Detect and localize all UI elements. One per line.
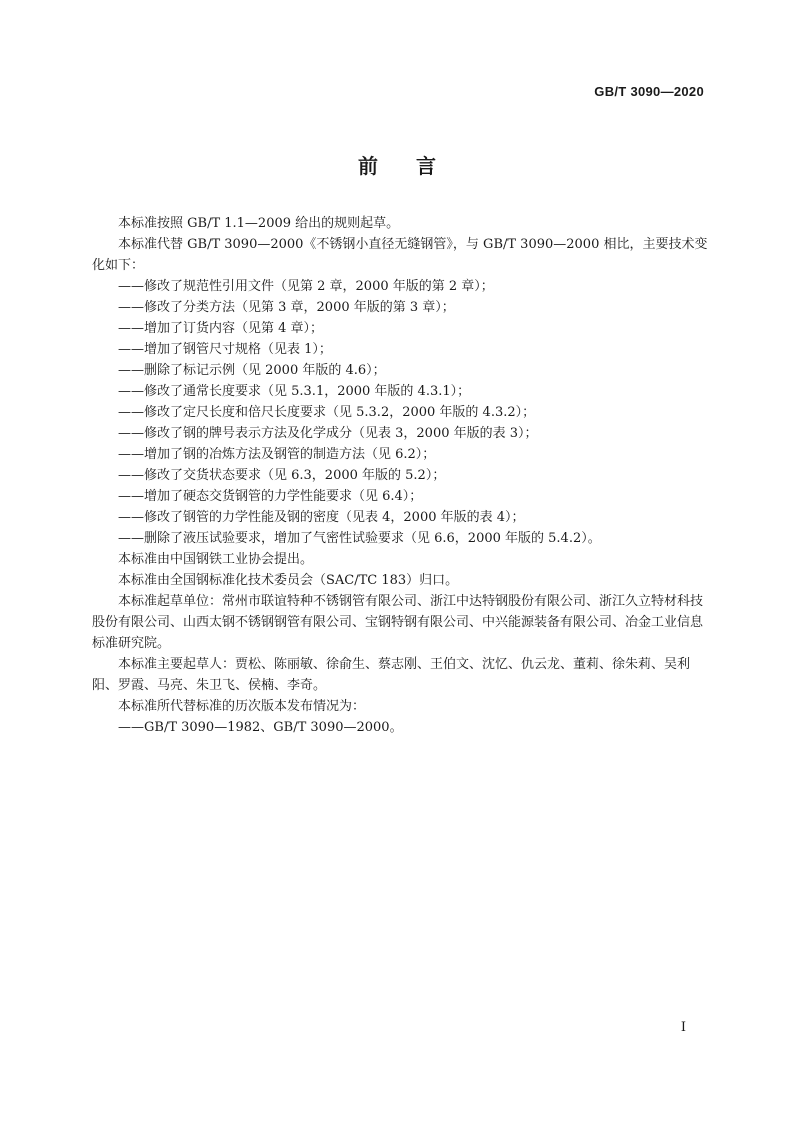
change-item: ——修改了钢管的力学性能及钢的密度（见表 4，2000 年版的表 4）；	[118, 510, 525, 525]
change-item: ——增加了订货内容（见第 4 章）；	[118, 321, 324, 336]
foreword-body	[92, 213, 712, 738]
standard-code: GB/T 3090—2020	[594, 84, 704, 99]
history-intro-paragraph: 本标准所代替标准的历次版本发布情况为：	[118, 699, 366, 714]
change-item: ——删除了液压试验要求，增加了气密性试验要求（见 6.6，2000 年版的 5.4.2）。	[118, 531, 601, 546]
proposer-paragraph: 本标准由中国钢铁工业协会提出。	[118, 552, 314, 567]
change-item: ——删除了标记示例（见 2000 年版的 4.6）；	[118, 363, 386, 378]
drafting-rules-paragraph: 本标准按照 GB/T 1.1—2009 给出的规则起草。	[118, 216, 400, 231]
change-item: ——增加了钢的冶炼方法及钢管的制造方法（见 6.2）；	[118, 447, 436, 462]
changes-list	[92, 276, 712, 549]
drafters-paragraph: 本标准主要起草人：贾松、陈丽敏、徐俞生、蔡志刚、王伯文、沈忆、仇云龙、董莉、徐朱莉、吴利阳、罗霞、马亮、朱卫飞、侯楠、李奇。	[92, 657, 691, 693]
history-item: ——GB/T 3090—1982、GB/T 3090—2000。	[118, 720, 403, 735]
page-number: I	[680, 1020, 686, 1035]
committee-paragraph: 本标准由全国钢标准化技术委员会（SAC/TC 183）归口。	[118, 573, 459, 588]
change-item: ——修改了交货状态要求（见 6.3，2000 年版的 5.2）；	[118, 468, 446, 483]
page-title: 前言	[358, 154, 474, 178]
change-item: ——增加了硬态交货钢管的力学性能要求（见 6.4）；	[118, 489, 423, 504]
change-item: ——修改了规范性引用文件（见第 2 章，2000 年版的第 2 章）；	[118, 279, 494, 294]
change-item: ——增加了钢管尺寸规格（见表 1）；	[118, 342, 332, 357]
drafting-units-paragraph: 本标准起草单位：常州市联谊特种不锈钢管有限公司、浙江中达特钢股份有限公司、浙江久立特材科技股份有限公司、山西太钢不锈钢钢管有限公司、宝钢特钢有限公司、中兴能源装备有限公司、冶金工业信息标准研究院。	[92, 594, 704, 651]
change-item: ——修改了通常长度要求（见 5.3.1，2000 年版的 4.3.1）；	[118, 384, 471, 399]
change-item: ——修改了定尺长度和倍尺长度要求（见 5.3.2，2000 年版的 4.3.2）；	[118, 405, 536, 420]
change-item: ——修改了分类方法（见第 3 章，2000 年版的第 3 章）；	[118, 300, 455, 315]
replacement-paragraph: 本标准代替 GB/T 3090—2000《不锈钢小直径无缝钢管》，与 GB/T 3090—2000 相比，主要技术变化如下：	[92, 237, 708, 273]
change-item: ——修改了钢的牌号表示方法及化学成分（见表 3，2000 年版的表 3）；	[118, 426, 538, 441]
